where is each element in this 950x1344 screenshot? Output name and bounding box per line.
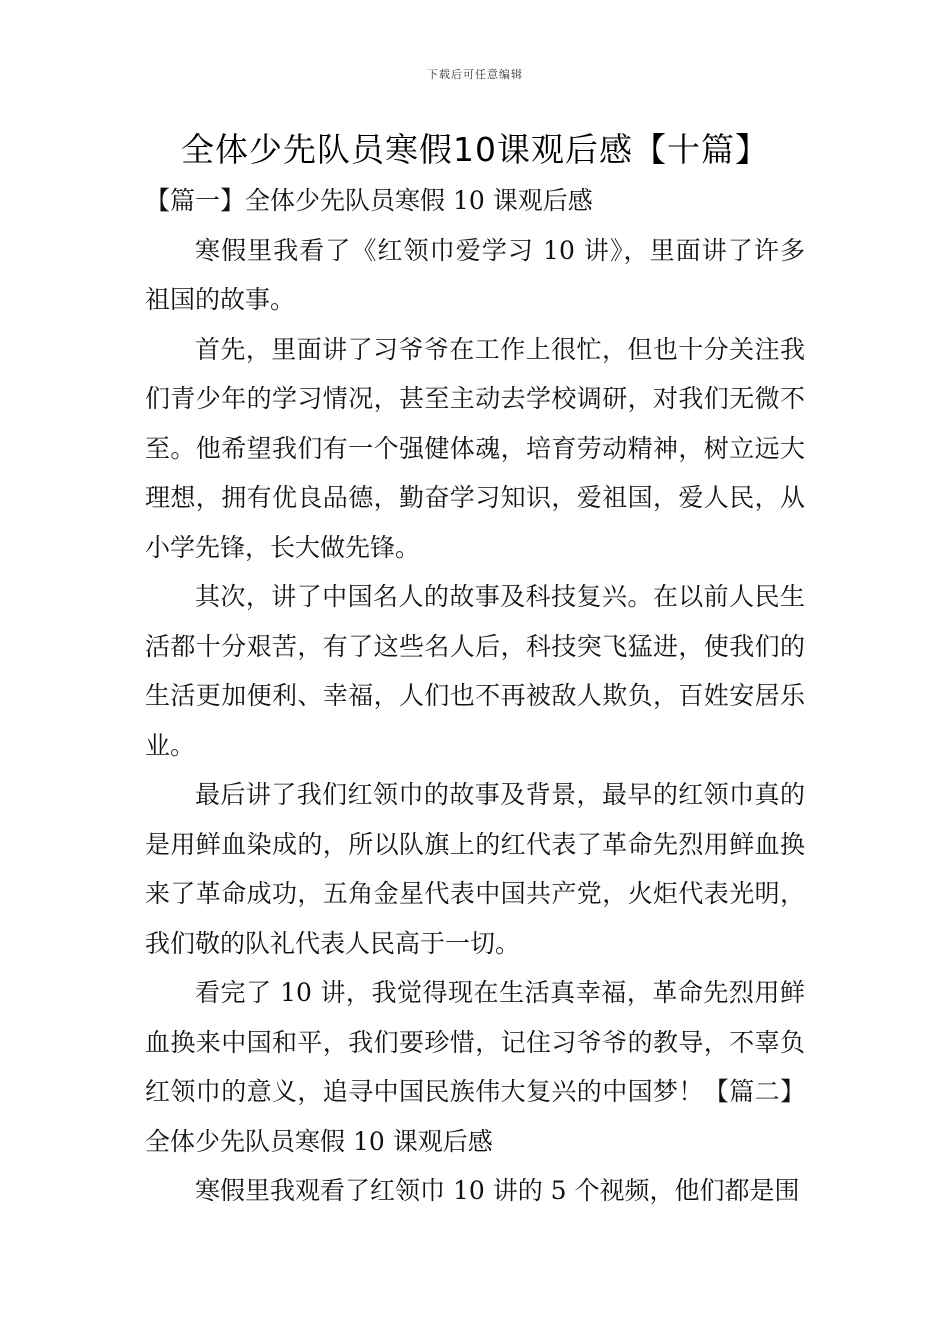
body-paragraph: 首先，里面讲了习爷爷在工作上很忙，但也十分关注我们青少年的学习情况，甚至主动去学校调研，对我们无微不至。他希望我们有一个强健体魂，培育劳动精神，树立远大理想，拥有优良品德，勤奋学习知识，爱祖国，爱人民，从小学先锋，长大做先锋。 xyxy=(145,334,805,562)
body-paragraph: 其次，讲了中国名人的故事及科技复兴。在以前人民生活都十分艰苦，有了这些名人后，科技突飞猛进，使我们的生活更加便利、幸福，人们也不再被敌人欺负，百姓安居乐业。 xyxy=(145,582,805,760)
body-paragraph: 看完了 10 讲，我觉得现在生活真幸福，革命先烈用鲜血换来中国和平，我们要珍惜，记住习爷爷的教导，不辜负红领巾的意义，追寻中国民族伟大复兴的中国梦！【篇二】全体少先队员寒假 10 课观后感 xyxy=(145,978,805,1156)
section-heading: 【篇一】全体少先队员寒假 10 课观后感 xyxy=(145,186,593,215)
body-paragraph: 最后讲了我们红领巾的故事及背景，最早的红领巾真的是用鲜血染成的，所以队旗上的红代表了革命先烈用鲜血换来了革命成功，五角金星代表中国共产党，火炬代表光明，我们敬的队礼代表人民高于一切。 xyxy=(145,780,805,958)
header-note: 下载后可任意编辑 xyxy=(427,68,523,81)
body-paragraph: 寒假里我看了《红领巾爱学习 10 讲》，里面讲了许多祖国的故事。 xyxy=(145,235,805,314)
document-title: 全体少先队员寒假10课观后感【十篇】 xyxy=(181,130,769,169)
document-body xyxy=(145,176,805,1216)
body-paragraph: 寒假里我观看了红领巾 10 讲的 5 个视频，他们都是围 xyxy=(195,1176,800,1205)
